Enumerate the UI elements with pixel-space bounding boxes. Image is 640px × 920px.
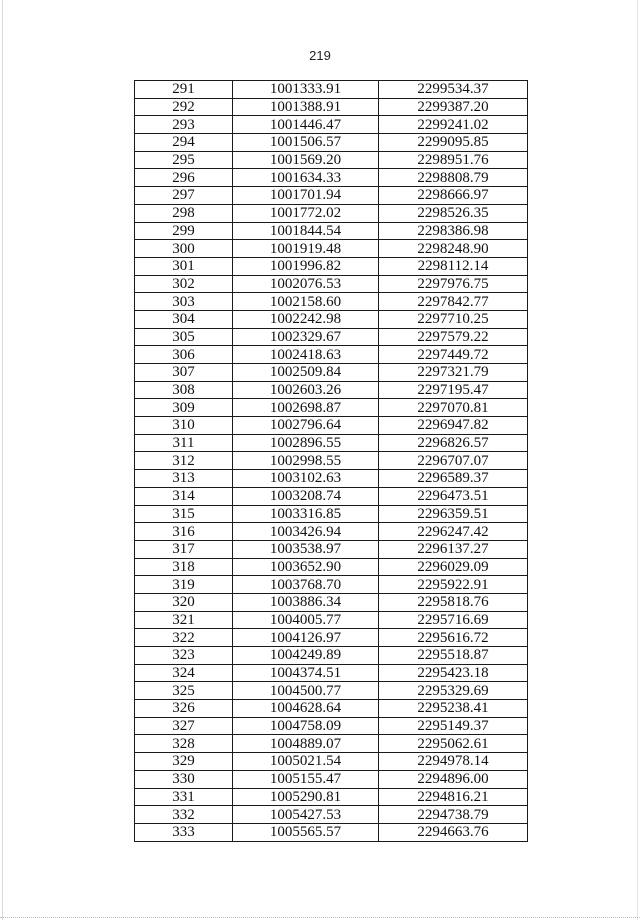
point-number-cell: 332 bbox=[135, 806, 233, 824]
point-number-cell: 331 bbox=[135, 788, 233, 806]
y-coordinate-cell: 2299387.20 bbox=[379, 98, 528, 116]
x-coordinate-cell: 1002076.53 bbox=[233, 275, 379, 293]
point-number-cell: 317 bbox=[135, 540, 233, 558]
x-coordinate-cell: 1002998.55 bbox=[233, 452, 379, 470]
table-row bbox=[135, 116, 528, 134]
x-coordinate-cell: 1001919.48 bbox=[233, 240, 379, 258]
point-number-cell: 295 bbox=[135, 151, 233, 169]
x-coordinate-cell: 1004249.89 bbox=[233, 647, 379, 665]
table-row bbox=[135, 240, 528, 258]
x-coordinate-cell: 1003886.34 bbox=[233, 593, 379, 611]
x-coordinate-cell: 1001634.33 bbox=[233, 169, 379, 187]
y-coordinate-cell: 2294816.21 bbox=[379, 788, 528, 806]
x-coordinate-cell: 1003426.94 bbox=[233, 523, 379, 541]
point-number-cell: 297 bbox=[135, 187, 233, 205]
table-row bbox=[135, 310, 528, 328]
y-coordinate-cell: 2296359.51 bbox=[379, 505, 528, 523]
y-coordinate-cell: 2294896.00 bbox=[379, 770, 528, 788]
x-coordinate-cell: 1004005.77 bbox=[233, 611, 379, 629]
page-left-edge bbox=[2, 0, 3, 920]
point-number-cell: 308 bbox=[135, 381, 233, 399]
point-number-cell: 310 bbox=[135, 417, 233, 435]
table-row bbox=[135, 346, 528, 364]
table-row bbox=[135, 770, 528, 788]
table-row bbox=[135, 381, 528, 399]
x-coordinate-cell: 1005155.47 bbox=[233, 770, 379, 788]
point-number-cell: 319 bbox=[135, 576, 233, 594]
table-row bbox=[135, 222, 528, 240]
point-number-cell: 316 bbox=[135, 523, 233, 541]
table-row bbox=[135, 523, 528, 541]
y-coordinate-cell: 2299534.37 bbox=[379, 81, 528, 99]
table-row bbox=[135, 700, 528, 718]
x-coordinate-cell: 1002418.63 bbox=[233, 346, 379, 364]
table-row bbox=[135, 576, 528, 594]
table-row bbox=[135, 257, 528, 275]
x-coordinate-cell: 1002896.55 bbox=[233, 434, 379, 452]
x-coordinate-cell: 1004889.07 bbox=[233, 735, 379, 753]
point-number-cell: 293 bbox=[135, 116, 233, 134]
point-number-cell: 326 bbox=[135, 700, 233, 718]
point-number-cell: 309 bbox=[135, 399, 233, 417]
y-coordinate-cell: 2299095.85 bbox=[379, 134, 528, 152]
point-number-cell: 315 bbox=[135, 505, 233, 523]
point-number-cell: 311 bbox=[135, 434, 233, 452]
x-coordinate-cell: 1002698.87 bbox=[233, 399, 379, 417]
x-coordinate-cell: 1003652.90 bbox=[233, 558, 379, 576]
x-coordinate-cell: 1003316.85 bbox=[233, 505, 379, 523]
x-coordinate-cell: 1001701.94 bbox=[233, 187, 379, 205]
table-row bbox=[135, 629, 528, 647]
x-coordinate-cell: 1001996.82 bbox=[233, 257, 379, 275]
table-row bbox=[135, 717, 528, 735]
point-number-cell: 323 bbox=[135, 647, 233, 665]
y-coordinate-cell: 2295818.76 bbox=[379, 593, 528, 611]
point-number-cell: 291 bbox=[135, 81, 233, 99]
x-coordinate-cell: 1002603.26 bbox=[233, 381, 379, 399]
point-number-cell: 330 bbox=[135, 770, 233, 788]
x-coordinate-cell: 1002158.60 bbox=[233, 293, 379, 311]
table-row bbox=[135, 735, 528, 753]
table-row bbox=[135, 417, 528, 435]
y-coordinate-cell: 2297579.22 bbox=[379, 328, 528, 346]
y-coordinate-cell: 2297195.47 bbox=[379, 381, 528, 399]
coordinates-table-container bbox=[134, 80, 527, 842]
y-coordinate-cell: 2295149.37 bbox=[379, 717, 528, 735]
y-coordinate-cell: 2295329.69 bbox=[379, 682, 528, 700]
x-coordinate-cell: 1003768.70 bbox=[233, 576, 379, 594]
page-right-edge bbox=[637, 0, 638, 920]
table-row bbox=[135, 823, 528, 841]
x-coordinate-cell: 1004126.97 bbox=[233, 629, 379, 647]
y-coordinate-cell: 2298386.98 bbox=[379, 222, 528, 240]
table-row bbox=[135, 558, 528, 576]
x-coordinate-cell: 1001772.02 bbox=[233, 204, 379, 222]
y-coordinate-cell: 2297070.81 bbox=[379, 399, 528, 417]
point-number-cell: 333 bbox=[135, 823, 233, 841]
point-number-cell: 296 bbox=[135, 169, 233, 187]
table-row bbox=[135, 434, 528, 452]
point-number-cell: 320 bbox=[135, 593, 233, 611]
x-coordinate-cell: 1001333.91 bbox=[233, 81, 379, 99]
y-coordinate-cell: 2298808.79 bbox=[379, 169, 528, 187]
y-coordinate-cell: 2295238.41 bbox=[379, 700, 528, 718]
x-coordinate-cell: 1001569.20 bbox=[233, 151, 379, 169]
y-coordinate-cell: 2297321.79 bbox=[379, 364, 528, 382]
x-coordinate-cell: 1001388.91 bbox=[233, 98, 379, 116]
table-row bbox=[135, 593, 528, 611]
x-coordinate-cell: 1004500.77 bbox=[233, 682, 379, 700]
coordinates-table bbox=[134, 80, 528, 842]
x-coordinate-cell: 1005427.53 bbox=[233, 806, 379, 824]
x-coordinate-cell: 1004758.09 bbox=[233, 717, 379, 735]
x-coordinate-cell: 1002329.67 bbox=[233, 328, 379, 346]
point-number-cell: 306 bbox=[135, 346, 233, 364]
y-coordinate-cell: 2295518.87 bbox=[379, 647, 528, 665]
x-coordinate-cell: 1002509.84 bbox=[233, 364, 379, 382]
y-coordinate-cell: 2295062.61 bbox=[379, 735, 528, 753]
x-coordinate-cell: 1003208.74 bbox=[233, 487, 379, 505]
x-coordinate-cell: 1004628.64 bbox=[233, 700, 379, 718]
page-bottom-rule bbox=[0, 917, 640, 918]
point-number-cell: 329 bbox=[135, 753, 233, 771]
y-coordinate-cell: 2297449.72 bbox=[379, 346, 528, 364]
y-coordinate-cell: 2296473.51 bbox=[379, 487, 528, 505]
point-number-cell: 294 bbox=[135, 134, 233, 152]
table-row bbox=[135, 611, 528, 629]
point-number-cell: 302 bbox=[135, 275, 233, 293]
table-row bbox=[135, 487, 528, 505]
table-row bbox=[135, 151, 528, 169]
table-row bbox=[135, 81, 528, 99]
y-coordinate-cell: 2298526.35 bbox=[379, 204, 528, 222]
x-coordinate-cell: 1005565.57 bbox=[233, 823, 379, 841]
point-number-cell: 307 bbox=[135, 364, 233, 382]
y-coordinate-cell: 2295616.72 bbox=[379, 629, 528, 647]
point-number-cell: 304 bbox=[135, 310, 233, 328]
table-row bbox=[135, 275, 528, 293]
point-number-cell: 313 bbox=[135, 470, 233, 488]
y-coordinate-cell: 2296947.82 bbox=[379, 417, 528, 435]
point-number-cell: 298 bbox=[135, 204, 233, 222]
y-coordinate-cell: 2296589.37 bbox=[379, 470, 528, 488]
x-coordinate-cell: 1005021.54 bbox=[233, 753, 379, 771]
x-coordinate-cell: 1002242.98 bbox=[233, 310, 379, 328]
point-number-cell: 303 bbox=[135, 293, 233, 311]
point-number-cell: 324 bbox=[135, 664, 233, 682]
table-row bbox=[135, 364, 528, 382]
point-number-cell: 325 bbox=[135, 682, 233, 700]
y-coordinate-cell: 2294738.79 bbox=[379, 806, 528, 824]
y-coordinate-cell: 2298666.97 bbox=[379, 187, 528, 205]
y-coordinate-cell: 2296826.57 bbox=[379, 434, 528, 452]
x-coordinate-cell: 1004374.51 bbox=[233, 664, 379, 682]
x-coordinate-cell: 1003538.97 bbox=[233, 540, 379, 558]
x-coordinate-cell: 1001506.57 bbox=[233, 134, 379, 152]
point-number-cell: 312 bbox=[135, 452, 233, 470]
page-number: 219 bbox=[309, 48, 331, 63]
point-number-cell: 305 bbox=[135, 328, 233, 346]
y-coordinate-cell: 2296137.27 bbox=[379, 540, 528, 558]
table-row bbox=[135, 505, 528, 523]
table-row bbox=[135, 169, 528, 187]
y-coordinate-cell: 2296707.07 bbox=[379, 452, 528, 470]
y-coordinate-cell: 2296029.09 bbox=[379, 558, 528, 576]
table-row bbox=[135, 806, 528, 824]
table-row bbox=[135, 452, 528, 470]
point-number-cell: 322 bbox=[135, 629, 233, 647]
point-number-cell: 327 bbox=[135, 717, 233, 735]
coordinates-table-body bbox=[135, 81, 528, 842]
y-coordinate-cell: 2295423.18 bbox=[379, 664, 528, 682]
table-row bbox=[135, 204, 528, 222]
y-coordinate-cell: 2297842.77 bbox=[379, 293, 528, 311]
point-number-cell: 328 bbox=[135, 735, 233, 753]
point-number-cell: 314 bbox=[135, 487, 233, 505]
y-coordinate-cell: 2296247.42 bbox=[379, 523, 528, 541]
x-coordinate-cell: 1003102.63 bbox=[233, 470, 379, 488]
table-row bbox=[135, 399, 528, 417]
table-row bbox=[135, 664, 528, 682]
point-number-cell: 321 bbox=[135, 611, 233, 629]
point-number-cell: 318 bbox=[135, 558, 233, 576]
point-number-cell: 301 bbox=[135, 257, 233, 275]
table-row bbox=[135, 293, 528, 311]
table-row bbox=[135, 98, 528, 116]
point-number-cell: 300 bbox=[135, 240, 233, 258]
table-row bbox=[135, 540, 528, 558]
y-coordinate-cell: 2295922.91 bbox=[379, 576, 528, 594]
x-coordinate-cell: 1002796.64 bbox=[233, 417, 379, 435]
y-coordinate-cell: 2298248.90 bbox=[379, 240, 528, 258]
table-row bbox=[135, 753, 528, 771]
y-coordinate-cell: 2298112.14 bbox=[379, 257, 528, 275]
table-row bbox=[135, 470, 528, 488]
y-coordinate-cell: 2297710.25 bbox=[379, 310, 528, 328]
x-coordinate-cell: 1005290.81 bbox=[233, 788, 379, 806]
y-coordinate-cell: 2294663.76 bbox=[379, 823, 528, 841]
table-row bbox=[135, 134, 528, 152]
y-coordinate-cell: 2298951.76 bbox=[379, 151, 528, 169]
table-row bbox=[135, 647, 528, 665]
y-coordinate-cell: 2295716.69 bbox=[379, 611, 528, 629]
table-row bbox=[135, 788, 528, 806]
point-number-cell: 292 bbox=[135, 98, 233, 116]
y-coordinate-cell: 2294978.14 bbox=[379, 753, 528, 771]
x-coordinate-cell: 1001446.47 bbox=[233, 116, 379, 134]
point-number-cell: 299 bbox=[135, 222, 233, 240]
table-row bbox=[135, 682, 528, 700]
table-row bbox=[135, 187, 528, 205]
y-coordinate-cell: 2297976.75 bbox=[379, 275, 528, 293]
table-row bbox=[135, 328, 528, 346]
y-coordinate-cell: 2299241.02 bbox=[379, 116, 528, 134]
x-coordinate-cell: 1001844.54 bbox=[233, 222, 379, 240]
